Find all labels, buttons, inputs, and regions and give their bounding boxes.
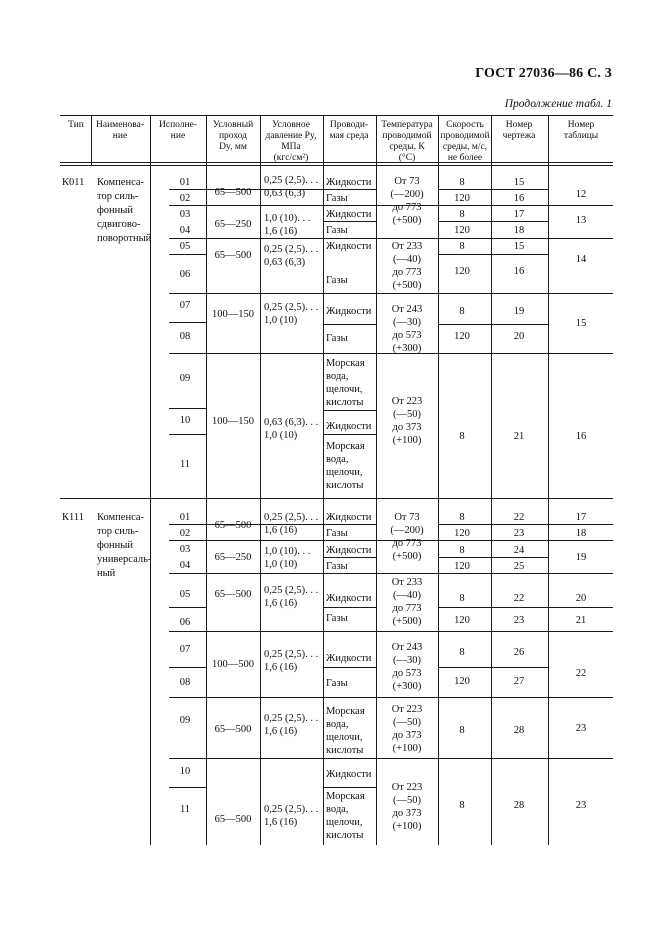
variant-cell: 06 — [179, 269, 191, 280]
temperature-cell: От 243 (—30) до 573 (+300) — [391, 642, 423, 692]
header-variant: Исполне- ние — [159, 120, 197, 141]
col-line — [548, 115, 549, 845]
drawing-cell: 16 — [513, 266, 525, 277]
speed-cell: 120 — [454, 331, 470, 342]
diameter-cell: 65—500 — [214, 520, 252, 531]
variant-cell: 09 — [179, 373, 191, 384]
col-line — [376, 115, 377, 845]
speed-cell: 120 — [454, 528, 470, 539]
speed-cell: 8 — [459, 209, 465, 220]
pressure-cell: 0,25 (2,5). . . 1,6 (16) — [264, 804, 319, 828]
drawing-cell: 17 — [513, 209, 525, 220]
drawing-cell: 16 — [513, 193, 525, 204]
diameter-cell: 100—150 — [212, 309, 254, 320]
medium-cell: Газы — [326, 225, 348, 236]
table-number-cell: 16 — [575, 431, 587, 442]
medium-cell: Жидкости — [326, 306, 372, 317]
drawing-cell: 25 — [513, 561, 525, 572]
drawing-cell: 27 — [513, 676, 525, 687]
header-drawing-number: Номер чертежа — [502, 120, 536, 141]
variant-cell: 07 — [179, 300, 191, 311]
medium-cell: Жидкости — [326, 769, 372, 780]
variant-cell: 07 — [179, 644, 191, 655]
medium-cell: Газы — [326, 561, 348, 572]
medium-cell: Жидкости — [326, 653, 372, 664]
temperature-cell: От 73 (—200) до 773 (+500) — [390, 512, 424, 562]
medium-cell: Морская вода, щелочи, кислоты — [326, 706, 365, 756]
variant-cell: 05 — [179, 241, 191, 252]
medium-cell: Морская вода, щелочи, кислоты — [326, 358, 365, 408]
drawing-cell: 20 — [513, 331, 525, 342]
temperature-cell: От 243 (—30) до 573 (+300) — [391, 304, 423, 354]
variant-cell: 10 — [179, 415, 191, 426]
medium-cell: Газы — [326, 333, 348, 344]
drawing-cell: 18 — [513, 225, 525, 236]
temperature-cell: От 233 (—40) до 773 (+500) — [391, 577, 423, 627]
header-type: Тип — [68, 120, 84, 130]
temperature-cell: От 223 (—50) до 373 (+100) — [391, 782, 423, 832]
drawing-cell: 22 — [513, 593, 525, 604]
medium-cell: Жидкости — [326, 209, 372, 220]
medium-cell: Морская вода, щелочи, кислоты — [326, 791, 365, 841]
medium-cell: Газы — [326, 678, 348, 689]
table-number-cell: 12 — [575, 189, 587, 200]
speed-cell: 8 — [459, 545, 465, 556]
speed-cell: 120 — [454, 561, 470, 572]
table-number-cell: 23 — [575, 723, 587, 734]
drawing-cell: 21 — [513, 431, 525, 442]
pressure-cell: 1,0 (10). . . 1,0 (10) — [264, 546, 311, 570]
pressure-cell: 0,63 (6,3). . . 1,0 (10) — [264, 417, 319, 441]
table-top-rule — [60, 115, 613, 116]
drawing-cell: 22 — [513, 512, 525, 523]
diameter-cell: 65—250 — [214, 552, 252, 563]
header-flow-speed: Скорость проводимой среды, м/с, не более — [440, 120, 490, 163]
medium-cell: Жидкости — [326, 593, 372, 604]
header-temperature: Температура проводимой среды, К (°С) — [381, 120, 433, 163]
table-number-cell: 15 — [575, 318, 587, 329]
table-number-cell: 19 — [575, 552, 587, 563]
product-name: Компенса- тор силь- фонный универсаль- ный — [97, 512, 152, 579]
diameter-cell: 65—500 — [214, 250, 252, 261]
variant-cell: 01 — [179, 177, 191, 188]
diameter-cell: 100—500 — [212, 659, 254, 670]
variant-cell: 05 — [179, 589, 191, 600]
temperature-cell: От 223 (—50) до 373 (+100) — [391, 396, 423, 446]
header-medium: Проводи- мая среда — [329, 120, 369, 141]
medium-cell: Газы — [326, 613, 348, 624]
speed-cell: 8 — [459, 800, 465, 811]
table-number-cell: 23 — [575, 800, 587, 811]
diameter-cell: 65—500 — [214, 814, 252, 825]
medium-cell: Газы — [326, 528, 348, 539]
pressure-cell: 0,25 (2,5). . . 0,63 (6,3) — [264, 244, 319, 268]
variant-cell: 03 — [179, 544, 191, 555]
speed-cell: 120 — [454, 615, 470, 626]
temperature-cell: От 223 (—50) до 373 (+100) — [391, 704, 423, 754]
drawing-cell: 23 — [513, 528, 525, 539]
pressure-cell: 0,25 (2,5). . . 1,6 (16) — [264, 649, 319, 673]
table-number-cell: 17 — [575, 512, 587, 523]
speed-cell: 8 — [459, 647, 465, 658]
drawing-cell: 15 — [513, 177, 525, 188]
diameter-cell: 65—250 — [214, 219, 252, 230]
speed-cell: 8 — [459, 725, 465, 736]
speed-cell: 8 — [459, 306, 465, 317]
medium-cell: Газы — [326, 193, 348, 204]
drawing-cell: 19 — [513, 306, 525, 317]
col-line — [491, 115, 492, 845]
drawing-cell: 23 — [513, 615, 525, 626]
pressure-cell: 1,0 (10). . . 1,6 (16) — [264, 213, 311, 237]
table-number-cell: 22 — [575, 668, 587, 679]
medium-cell: Жидкости — [326, 177, 372, 188]
variant-cell: 01 — [179, 512, 191, 523]
variant-cell: 03 — [179, 209, 191, 220]
product-name: Компенса- тор силь- фонный сдвигово- поворотный — [97, 177, 152, 244]
type-code: К011 — [62, 177, 85, 188]
variant-cell: 04 — [179, 225, 191, 236]
temperature-cell: От 233 (—40) до 773 (+500) — [391, 241, 423, 291]
medium-cell: Жидкости — [326, 421, 372, 432]
medium-cell: Жидкости — [326, 241, 372, 252]
variant-cell: 11 — [179, 804, 191, 815]
variant-cell: 11 — [179, 459, 191, 470]
diameter-cell: 65—500 — [214, 589, 252, 600]
col-line — [206, 115, 207, 845]
medium-cell: Жидкости — [326, 545, 372, 556]
medium-cell: Морская вода, щелочи, кислоты — [326, 441, 365, 491]
drawing-cell: 28 — [513, 725, 525, 736]
speed-cell: 8 — [459, 431, 465, 442]
variant-cell: 08 — [179, 331, 191, 342]
diameter-cell: 100—150 — [212, 416, 254, 427]
variant-cell: 06 — [179, 617, 191, 628]
col-line — [91, 115, 92, 166]
pressure-cell: 0,25 (2,5). . . 1,6 (16) — [264, 585, 319, 609]
col-line — [260, 115, 261, 845]
diameter-cell: 65—500 — [214, 187, 252, 198]
variant-cell: 08 — [179, 677, 191, 688]
group-separator-rule — [60, 498, 613, 499]
variant-cell: 04 — [179, 560, 191, 571]
col-line — [438, 115, 439, 845]
diameter-cell: 65—500 — [214, 724, 252, 735]
variant-cell: 10 — [179, 766, 191, 777]
variant-cell: 09 — [179, 715, 191, 726]
variant-cell: 02 — [179, 528, 191, 539]
medium-cell: Газы — [326, 275, 348, 286]
pressure-cell: 0,25 (2,5). . . 1,6 (16) — [264, 512, 319, 536]
speed-cell: 8 — [459, 241, 465, 252]
drawing-cell: 24 — [513, 545, 525, 556]
pressure-cell: 0,25 (2,5). . . 0,63 (6,3) — [264, 175, 319, 199]
table-number-cell: 14 — [575, 254, 587, 265]
speed-cell: 8 — [459, 177, 465, 188]
type-code: К111 — [62, 512, 84, 523]
table-number-cell: 13 — [575, 215, 587, 226]
speed-cell: 8 — [459, 512, 465, 523]
drawing-cell: 26 — [513, 647, 525, 658]
medium-cell: Жидкости — [326, 512, 372, 523]
speed-cell: 8 — [459, 593, 465, 604]
variant-cell: 02 — [179, 193, 191, 204]
header-bottom-rule — [60, 162, 613, 163]
drawing-cell: 28 — [513, 800, 525, 811]
header-bottom-rule-2 — [60, 165, 613, 166]
header-nominal-pressure: Условное давление Py, МПа (кгс/см²) — [265, 120, 317, 163]
speed-cell: 120 — [454, 225, 470, 236]
header-table-number: Номер таблицы — [563, 120, 599, 141]
table-continuation-label: Продолжение табл. 1 — [504, 98, 612, 110]
header-name: Наименова- ние — [96, 120, 144, 141]
drawing-cell: 15 — [513, 241, 525, 252]
temperature-cell: От 73 (—200) до 773 (+500) — [390, 176, 424, 226]
speed-cell: 120 — [454, 266, 470, 277]
table-number-cell: 21 — [575, 615, 587, 626]
pressure-cell: 0,25 (2,5). . . 1,6 (16) — [264, 713, 319, 737]
col-line — [323, 115, 324, 845]
speed-cell: 120 — [454, 193, 470, 204]
table-number-cell: 18 — [575, 528, 587, 539]
pressure-cell: 0,25 (2,5). . . 1,0 (10) — [264, 302, 319, 326]
speed-cell: 120 — [454, 676, 470, 687]
document-header: ГОСТ 27036—86 С. 3 — [475, 66, 612, 81]
header-nominal-diameter: Условный проход Dy, мм — [212, 120, 254, 152]
table-number-cell: 20 — [575, 593, 587, 604]
